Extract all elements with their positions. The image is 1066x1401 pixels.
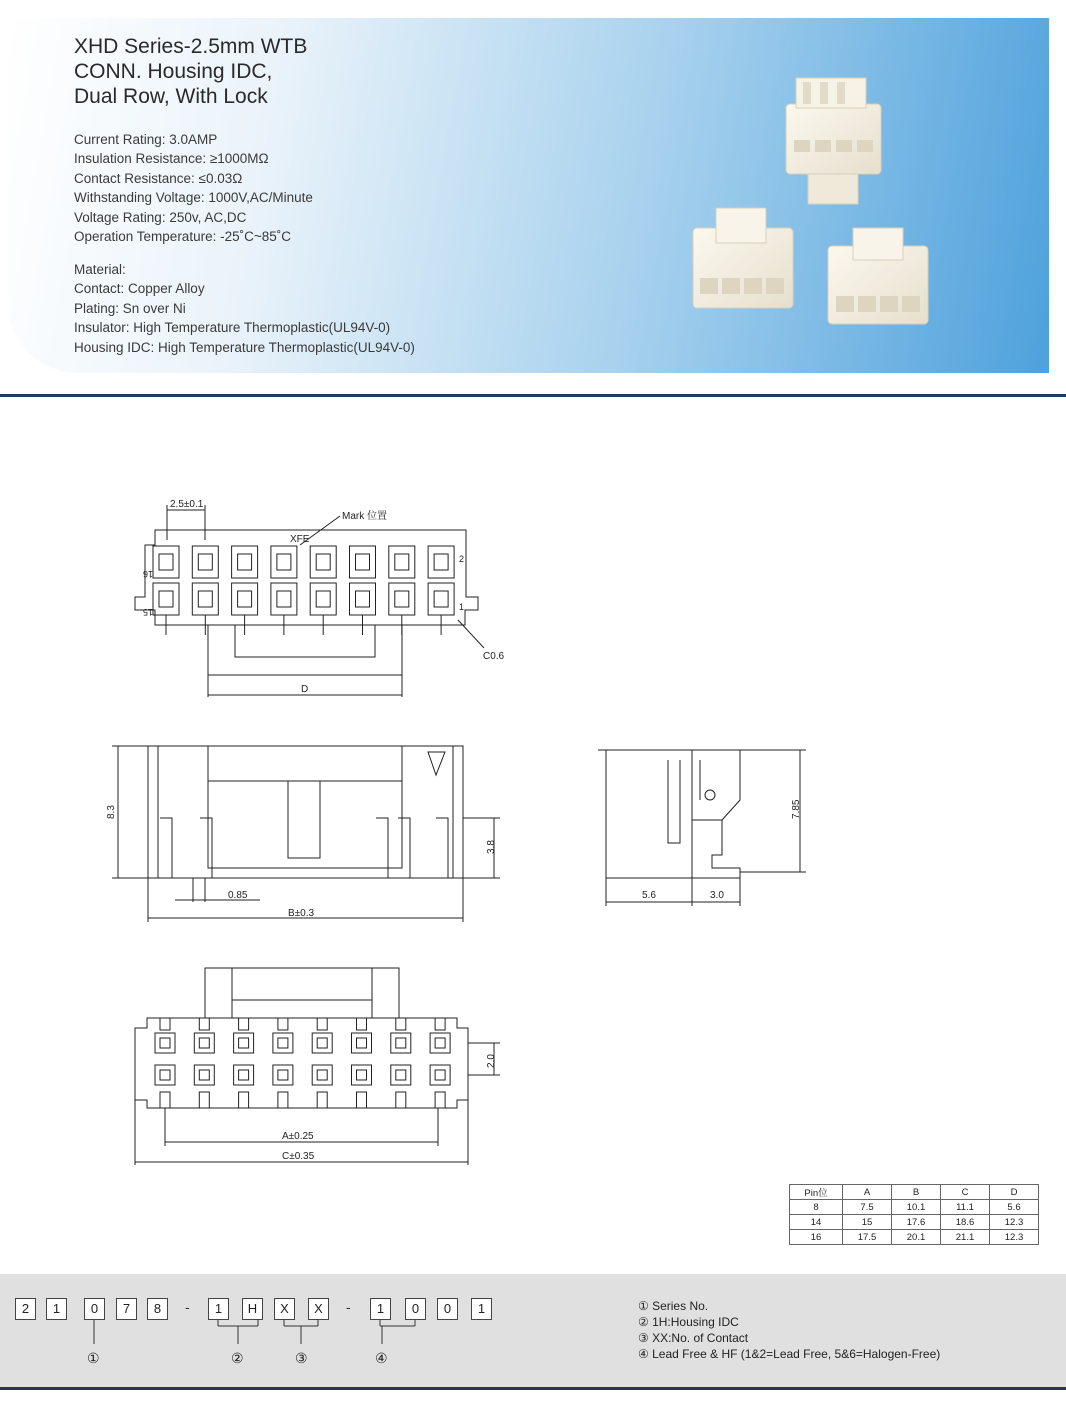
legend-item: ② 1H:Housing IDC bbox=[638, 1315, 739, 1329]
contact-cell bbox=[155, 1033, 175, 1053]
table-cell: 16 bbox=[790, 1230, 843, 1245]
table-header-cell: D bbox=[990, 1185, 1039, 1200]
pn-digit: 8 bbox=[147, 1298, 168, 1320]
material-housing: Housing IDC: High Temperature Thermoplastic(UL94V-0) bbox=[74, 339, 415, 355]
table-cell: 21.1 bbox=[941, 1230, 990, 1245]
pn-digit: X bbox=[274, 1298, 295, 1320]
contact-cell bbox=[350, 583, 376, 615]
material-contact: Contact: Copper Alloy bbox=[74, 281, 205, 297]
contact-cell bbox=[153, 583, 179, 615]
contact-cell bbox=[153, 546, 179, 578]
pn-legend bbox=[638, 1298, 940, 1362]
spec-contact-resistance: Contact Resistance: ≤0.03Ω bbox=[74, 170, 243, 186]
pin-label-1: 1 bbox=[459, 602, 465, 612]
contact-cell bbox=[271, 546, 297, 578]
pn-digit: 1 bbox=[370, 1298, 391, 1320]
table-header-cell: Pin位 bbox=[790, 1185, 843, 1200]
contact-cell bbox=[428, 583, 454, 615]
legend-item: ③ XX:No. of Contact bbox=[638, 1331, 749, 1345]
table-row bbox=[790, 1200, 1039, 1215]
pn-digit: 1 bbox=[471, 1298, 492, 1320]
contact-cell bbox=[312, 1033, 332, 1053]
pn-marker: ④ bbox=[375, 1350, 388, 1366]
dim-2-0: 2.0 bbox=[486, 1054, 497, 1068]
table-cell: 10.1 bbox=[892, 1200, 941, 1215]
table-cell: 12.3 bbox=[990, 1230, 1039, 1245]
title-line: CONN. Housing IDC, bbox=[74, 60, 273, 83]
dim-a: A±0.25 bbox=[282, 1131, 314, 1142]
legend-item: ① Series No. bbox=[638, 1299, 709, 1313]
contact-cell bbox=[192, 583, 218, 615]
table-header-cell: C bbox=[941, 1185, 990, 1200]
material-heading: Material: bbox=[74, 262, 126, 277]
contact-cell bbox=[312, 1065, 332, 1085]
table-header-cell: A bbox=[843, 1185, 892, 1200]
pn-separator: - bbox=[185, 1299, 190, 1315]
contact-cell bbox=[194, 1033, 214, 1053]
contact-cell bbox=[310, 583, 336, 615]
contact-cell bbox=[389, 546, 415, 578]
contact-cell bbox=[428, 546, 454, 578]
pn-digit: 1 bbox=[208, 1298, 229, 1320]
table-header-cell: B bbox=[892, 1185, 941, 1200]
contact-cell bbox=[234, 1065, 254, 1085]
pn-digit: 0 bbox=[437, 1298, 458, 1320]
legend-item: ④ Lead Free & HF (1&2=Lead Free, 5&6=Halogen-Free) bbox=[638, 1347, 941, 1361]
contact-cell bbox=[155, 1065, 175, 1085]
table-cell: 5.6 bbox=[990, 1200, 1039, 1215]
pn-marker: ① bbox=[87, 1350, 100, 1366]
dim-pitch: 2.5±0.1 bbox=[170, 499, 204, 510]
top-view bbox=[135, 505, 484, 697]
table-cell: 15 bbox=[843, 1215, 892, 1230]
contact-cell bbox=[273, 1065, 293, 1085]
table-cell: 14 bbox=[790, 1215, 843, 1230]
contact-cell bbox=[273, 1033, 293, 1053]
contact-cell bbox=[232, 583, 258, 615]
dim-0-85: 0.85 bbox=[228, 890, 248, 901]
dim-5-6: 5.6 bbox=[642, 890, 656, 901]
dim-8-3: 8.3 bbox=[106, 805, 117, 819]
spec-insulation-resistance: Insulation Resistance: ≥1000MΩ bbox=[74, 151, 269, 167]
side-view bbox=[598, 750, 806, 906]
table-cell: 12.3 bbox=[990, 1215, 1039, 1230]
label-mark: Mark 位置 bbox=[342, 511, 387, 522]
table-cell: 7.5 bbox=[843, 1200, 892, 1215]
front-view bbox=[112, 746, 500, 922]
contact-cell bbox=[310, 546, 336, 578]
pin-label-16: 16 bbox=[142, 569, 153, 579]
contact-cell bbox=[430, 1033, 450, 1053]
dim-c: C±0.35 bbox=[282, 1151, 315, 1162]
contact-cell bbox=[194, 1065, 214, 1085]
pn-brackets bbox=[0, 1274, 520, 1387]
bottom-view bbox=[135, 968, 500, 1165]
pn-digit: 1 bbox=[46, 1298, 67, 1320]
material-insulator: Insulator: High Temperature Thermoplastic(UL94V-0) bbox=[74, 320, 391, 336]
table-row bbox=[790, 1215, 1039, 1230]
pn-marker: ② bbox=[231, 1350, 244, 1366]
label-xfe: XFE bbox=[290, 534, 310, 545]
table-row bbox=[790, 1230, 1039, 1245]
contact-cell bbox=[391, 1033, 411, 1053]
contact-cell bbox=[352, 1033, 372, 1053]
dim-3-8: 3.8 bbox=[486, 840, 497, 854]
table-cell: 8 bbox=[790, 1200, 843, 1215]
title-line: Dual Row, With Lock bbox=[74, 85, 268, 108]
pn-digit: 7 bbox=[116, 1298, 137, 1320]
spec-operation-temperature: Operation Temperature: -25˚C~85˚C bbox=[74, 229, 291, 245]
label-c06: C0.6 bbox=[483, 651, 505, 662]
pin-dimension-table bbox=[789, 1184, 1039, 1245]
contact-cell bbox=[234, 1033, 254, 1053]
contact-cell bbox=[352, 1065, 372, 1085]
contact-cell bbox=[430, 1065, 450, 1085]
contact-cell bbox=[192, 546, 218, 578]
dim-3-0: 3.0 bbox=[710, 890, 724, 901]
pn-digit: 0 bbox=[405, 1298, 426, 1320]
table-cell: 20.1 bbox=[892, 1230, 941, 1245]
pn-digit: H bbox=[242, 1298, 263, 1320]
contact-cell bbox=[271, 583, 297, 615]
spec-withstanding-voltage: Withstanding Voltage: 1000V,AC/Minute bbox=[74, 190, 313, 206]
contact-cell bbox=[391, 1065, 411, 1085]
dim-7-85: 7.85 bbox=[791, 799, 802, 819]
contact-cell bbox=[232, 546, 258, 578]
pn-digit: 0 bbox=[84, 1298, 105, 1320]
contact-cell bbox=[389, 583, 415, 615]
title-line: XHD Series-2.5mm WTB bbox=[74, 35, 308, 58]
table-cell: 18.6 bbox=[941, 1215, 990, 1230]
table-cell: 17.5 bbox=[843, 1230, 892, 1245]
pin-label-15: 15 bbox=[142, 607, 153, 617]
pin-label-2: 2 bbox=[459, 554, 465, 564]
material-plating: Plating: Sn over Ni bbox=[74, 300, 186, 316]
pn-separator: - bbox=[346, 1299, 351, 1315]
dim-d: D bbox=[301, 684, 309, 695]
divider-bottom bbox=[0, 1387, 1066, 1390]
spec-voltage-rating: Voltage Rating: 250v, AC,DC bbox=[74, 209, 247, 225]
table-cell: 17.6 bbox=[892, 1215, 941, 1230]
pn-digit: 2 bbox=[15, 1298, 36, 1320]
spec-current-rating: Current Rating: 3.0AMP bbox=[74, 132, 218, 147]
pn-marker: ③ bbox=[295, 1350, 308, 1366]
table-cell: 11.1 bbox=[941, 1200, 990, 1215]
dim-b: B±0.3 bbox=[288, 908, 315, 919]
table-header-row bbox=[790, 1185, 1039, 1200]
contact-cell bbox=[350, 546, 376, 578]
pn-digit: X bbox=[308, 1298, 329, 1320]
